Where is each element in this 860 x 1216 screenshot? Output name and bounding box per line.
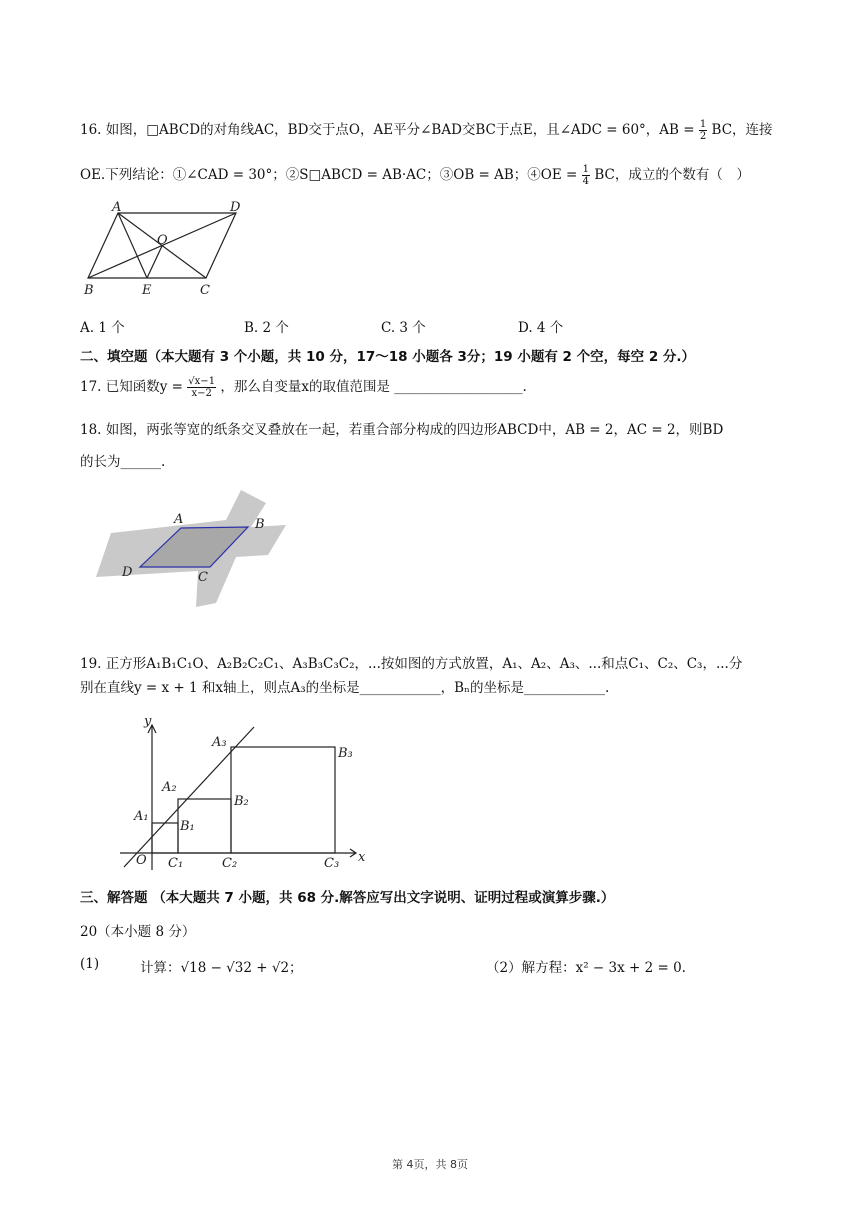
q17-fraction [187, 376, 216, 399]
q19-squares-figure [110, 705, 380, 875]
q20-part1-number: (1) [80, 956, 100, 972]
frac-num: √x−1 [188, 376, 216, 387]
label-A: A [174, 512, 184, 527]
q18-line1: 18. 如图，两张等宽的纸条交叉叠放在一起，若重合部分构成的四边形ABCD中，AB = 2，AC = 2，则BD [80, 422, 724, 438]
q18-paper-strips-figure [86, 485, 296, 610]
label-O: O [157, 233, 168, 248]
q18-line2: 的长为______. [80, 454, 166, 470]
q17-line [80, 375, 527, 399]
q17-post: ，那么自变量x的取值范围是 ___________________. [220, 379, 527, 395]
label-B2: B₂ [234, 794, 249, 809]
label-A3: A₃ [212, 735, 227, 750]
axis-x-label: x [358, 850, 366, 865]
label-B1: B₁ [180, 819, 195, 834]
q16-option-b: B. 2 个 [244, 320, 289, 336]
label-B: B [84, 283, 94, 298]
frac-den: 2 [699, 131, 707, 142]
label-E: E [142, 283, 152, 298]
label-C3: C₃ [324, 856, 340, 871]
q16-line1-tail: BC，连接 [711, 122, 773, 138]
q17-pre: 17. 已知函数y = [80, 379, 188, 395]
q16-option-c: C. 3 个 [381, 320, 426, 336]
section3-heading: 三、解答题 （本大题共 7 小题，共 68 分.解答应写出文字说明、证明过程或演算步骤.） [80, 890, 615, 906]
q16-parallelogram-figure [78, 200, 258, 300]
label-C1: C₁ [168, 856, 184, 871]
label-A: A [112, 200, 122, 215]
label-A1: A₁ [134, 809, 149, 824]
q16-line2-text: OE.下列结论：①∠CAD = 30°；②S□ABCD = AB·AC；③OB = AB；④OE = [80, 167, 582, 183]
label-B3: B₃ [338, 746, 353, 761]
section2-heading: 二、填空题（本大题有 3 个小题，共 10 分，17～18 小题各 3分；19 小题有 2 个空，每空 2 分.） [80, 349, 696, 365]
q16-option-a: A. 1 个 [80, 320, 125, 336]
axis-y-label: y [144, 714, 152, 729]
label-C: C [200, 283, 210, 298]
label-D: D [230, 200, 241, 215]
label-D: D [122, 565, 133, 580]
q16-fraction-quarter [582, 164, 590, 187]
q20-part2: （2）解方程：x² − 3x + 2 = 0. [486, 960, 686, 976]
frac-den: x−2 [191, 388, 212, 399]
frac-num: 1 [582, 164, 590, 175]
q16-line2-tail: BC，成立的个数有（ ） [594, 167, 750, 183]
label-A2: A₂ [162, 780, 177, 795]
q16-line1-text: 16. 如图，□ABCD的对角线AC，BD交于点O，AE平分∠BAD交BC于点E，且∠ADC = 60°，AB = [80, 122, 699, 138]
frac-den: 4 [582, 176, 590, 187]
q20-part1: 计算：√18 − √32 + √2； [140, 960, 303, 976]
label-B: B [255, 517, 265, 532]
frac-num: 1 [699, 119, 707, 130]
page-footer: 第 4页，共 8页 [392, 1158, 468, 1171]
q16-line1 [80, 118, 773, 142]
q16-line2 [80, 163, 750, 187]
q20-title: 20（本小题 8 分） [80, 924, 196, 940]
q16-fraction-half [699, 119, 707, 142]
q19-line1: 19. 正方形A₁B₁C₁O、A₂B₂C₂C₁、A₃B₃C₃C₂，...按如图的方式放置，A₁、A₂、A₃、...和点C₁、C₂、C₃，...分 [80, 656, 743, 672]
label-O: O [136, 853, 147, 868]
q19-line2: 别在直线y = x + 1 和x轴上，则点A₃的坐标是____________，Bₙ的坐标是____________. [80, 680, 610, 696]
label-C: C [198, 570, 208, 585]
q16-option-d: D. 4 个 [518, 320, 564, 336]
label-C2: C₂ [222, 856, 238, 871]
